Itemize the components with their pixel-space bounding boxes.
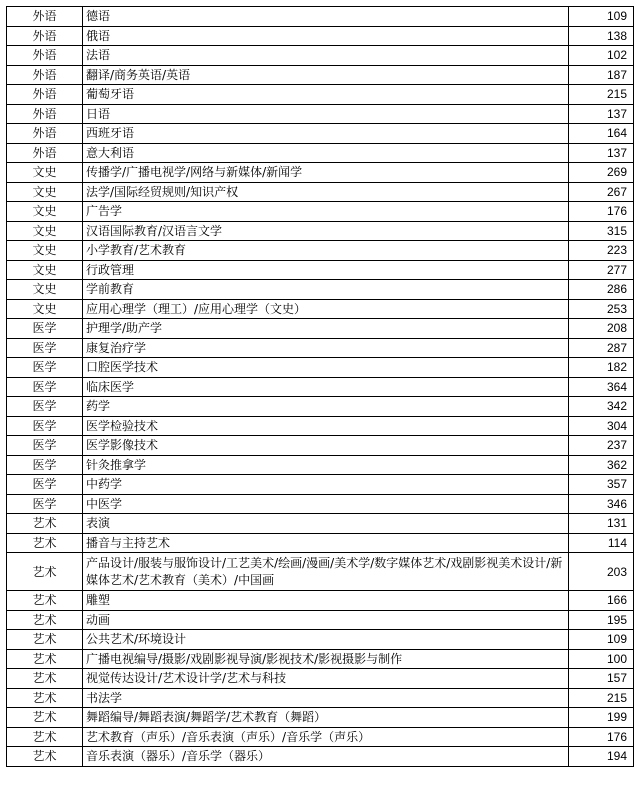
count-cell: 215 [569, 85, 634, 105]
count-cell: 269 [569, 163, 634, 183]
count-cell: 131 [569, 514, 634, 534]
category-cell: 艺术 [7, 610, 83, 630]
table-row [7, 85, 634, 105]
category-cell: 文史 [7, 299, 83, 319]
count-cell: 102 [569, 46, 634, 66]
count-cell: 109 [569, 7, 634, 27]
category-cell: 艺术 [7, 514, 83, 534]
table-row [7, 65, 634, 85]
table-body [7, 7, 634, 767]
table-row [7, 455, 634, 475]
major-cell: 中医学 [83, 494, 569, 514]
category-cell: 艺术 [7, 747, 83, 767]
table-row [7, 494, 634, 514]
table-row [7, 591, 634, 611]
table-row [7, 7, 634, 27]
category-cell: 外语 [7, 104, 83, 124]
major-count-table [6, 6, 634, 767]
major-cell: 日语 [83, 104, 569, 124]
category-cell: 医学 [7, 494, 83, 514]
major-cell: 小学教育/艺术教育 [83, 241, 569, 261]
count-cell: 109 [569, 630, 634, 650]
category-cell: 文史 [7, 280, 83, 300]
table-row [7, 338, 634, 358]
major-cell: 行政管理 [83, 260, 569, 280]
table-row [7, 319, 634, 339]
table-row [7, 397, 634, 417]
count-cell: 267 [569, 182, 634, 202]
count-cell: 199 [569, 708, 634, 728]
count-cell: 194 [569, 747, 634, 767]
category-cell: 医学 [7, 319, 83, 339]
major-cell: 书法学 [83, 688, 569, 708]
table-row [7, 436, 634, 456]
table-row [7, 46, 634, 66]
category-cell: 艺术 [7, 727, 83, 747]
table-row [7, 358, 634, 378]
category-cell: 艺术 [7, 688, 83, 708]
category-cell: 外语 [7, 7, 83, 27]
category-cell: 艺术 [7, 649, 83, 669]
category-cell: 艺术 [7, 591, 83, 611]
table-row [7, 649, 634, 669]
category-cell: 医学 [7, 475, 83, 495]
table-row [7, 182, 634, 202]
major-cell: 针灸推拿学 [83, 455, 569, 475]
major-cell: 表演 [83, 514, 569, 534]
category-cell: 医学 [7, 377, 83, 397]
count-cell: 100 [569, 649, 634, 669]
major-cell: 意大利语 [83, 143, 569, 163]
count-cell: 114 [569, 533, 634, 553]
count-cell: 357 [569, 475, 634, 495]
major-cell: 药学 [83, 397, 569, 417]
category-cell: 外语 [7, 26, 83, 46]
count-cell: 187 [569, 65, 634, 85]
category-cell: 艺术 [7, 553, 83, 591]
category-cell: 医学 [7, 338, 83, 358]
category-cell: 外语 [7, 124, 83, 144]
major-cell: 产品设计/服装与服饰设计/工艺美术/绘画/漫画/美术学/数字媒体艺术/戏剧影视美术设计/新媒体艺术/艺术教育（美术）/中国画 [83, 553, 569, 591]
category-cell: 文史 [7, 260, 83, 280]
major-cell: 汉语国际教育/汉语言文学 [83, 221, 569, 241]
table-row [7, 727, 634, 747]
count-cell: 364 [569, 377, 634, 397]
category-cell: 医学 [7, 397, 83, 417]
major-cell: 法语 [83, 46, 569, 66]
category-cell: 文史 [7, 163, 83, 183]
count-cell: 287 [569, 338, 634, 358]
category-cell: 艺术 [7, 708, 83, 728]
count-cell: 137 [569, 104, 634, 124]
category-cell: 文史 [7, 202, 83, 222]
major-cell: 传播学/广播电视学/网络与新媒体/新闻学 [83, 163, 569, 183]
count-cell: 315 [569, 221, 634, 241]
count-cell: 277 [569, 260, 634, 280]
table-row [7, 688, 634, 708]
major-cell: 公共艺术/环境设计 [83, 630, 569, 650]
count-cell: 342 [569, 397, 634, 417]
count-cell: 182 [569, 358, 634, 378]
major-cell: 舞蹈编导/舞蹈表演/舞蹈学/艺术教育（舞蹈） [83, 708, 569, 728]
category-cell: 外语 [7, 85, 83, 105]
count-cell: 223 [569, 241, 634, 261]
table-row [7, 553, 634, 591]
count-cell: 237 [569, 436, 634, 456]
major-cell: 视觉传达设计/艺术设计学/艺术与科技 [83, 669, 569, 689]
count-cell: 137 [569, 143, 634, 163]
major-cell: 播音与主持艺术 [83, 533, 569, 553]
major-cell: 艺术教育（声乐）/音乐表演（声乐）/音乐学（声乐） [83, 727, 569, 747]
category-cell: 外语 [7, 46, 83, 66]
category-cell: 艺术 [7, 669, 83, 689]
count-cell: 253 [569, 299, 634, 319]
table-row [7, 124, 634, 144]
table-row [7, 241, 634, 261]
count-cell: 166 [569, 591, 634, 611]
major-cell: 学前教育 [83, 280, 569, 300]
table-row [7, 708, 634, 728]
count-cell: 138 [569, 26, 634, 46]
major-cell: 护理学/助产学 [83, 319, 569, 339]
major-cell: 广告学 [83, 202, 569, 222]
major-cell: 广播电视编导/摄影/戏剧影视导演/影视技术/影视摄影与制作 [83, 649, 569, 669]
category-cell: 文史 [7, 221, 83, 241]
major-cell: 俄语 [83, 26, 569, 46]
major-cell: 医学检验技术 [83, 416, 569, 436]
count-cell: 176 [569, 727, 634, 747]
table-row [7, 26, 634, 46]
category-cell: 艺术 [7, 630, 83, 650]
category-cell: 文史 [7, 241, 83, 261]
category-cell: 医学 [7, 455, 83, 475]
count-cell: 164 [569, 124, 634, 144]
table-row [7, 475, 634, 495]
major-cell: 医学影像技术 [83, 436, 569, 456]
table-row [7, 533, 634, 553]
major-cell: 翻译/商务英语/英语 [83, 65, 569, 85]
major-cell: 西班牙语 [83, 124, 569, 144]
category-cell: 医学 [7, 416, 83, 436]
major-cell: 口腔医学技术 [83, 358, 569, 378]
table-row [7, 377, 634, 397]
category-cell: 医学 [7, 358, 83, 378]
major-cell: 中药学 [83, 475, 569, 495]
count-cell: 346 [569, 494, 634, 514]
count-cell: 157 [569, 669, 634, 689]
table-row [7, 747, 634, 767]
major-cell: 德语 [83, 7, 569, 27]
category-cell: 外语 [7, 65, 83, 85]
major-cell: 动画 [83, 610, 569, 630]
count-cell: 176 [569, 202, 634, 222]
category-cell: 艺术 [7, 533, 83, 553]
table-row [7, 416, 634, 436]
category-cell: 医学 [7, 436, 83, 456]
count-cell: 203 [569, 553, 634, 591]
major-cell: 临床医学 [83, 377, 569, 397]
major-cell: 雕塑 [83, 591, 569, 611]
table-row [7, 610, 634, 630]
count-cell: 215 [569, 688, 634, 708]
table-row [7, 202, 634, 222]
major-cell: 应用心理学（理工）/应用心理学（文史） [83, 299, 569, 319]
table-row [7, 221, 634, 241]
table-row [7, 669, 634, 689]
category-cell: 文史 [7, 182, 83, 202]
major-cell: 音乐表演（器乐）/音乐学（器乐） [83, 747, 569, 767]
major-cell: 法学/国际经贸规则/知识产权 [83, 182, 569, 202]
table-row [7, 280, 634, 300]
major-cell: 康复治疗学 [83, 338, 569, 358]
table-row [7, 163, 634, 183]
table-row [7, 143, 634, 163]
table-row [7, 260, 634, 280]
table-row [7, 104, 634, 124]
table-row [7, 299, 634, 319]
table-row [7, 514, 634, 534]
count-cell: 208 [569, 319, 634, 339]
major-cell: 葡萄牙语 [83, 85, 569, 105]
count-cell: 286 [569, 280, 634, 300]
count-cell: 304 [569, 416, 634, 436]
count-cell: 195 [569, 610, 634, 630]
category-cell: 外语 [7, 143, 83, 163]
count-cell: 362 [569, 455, 634, 475]
table-row [7, 630, 634, 650]
